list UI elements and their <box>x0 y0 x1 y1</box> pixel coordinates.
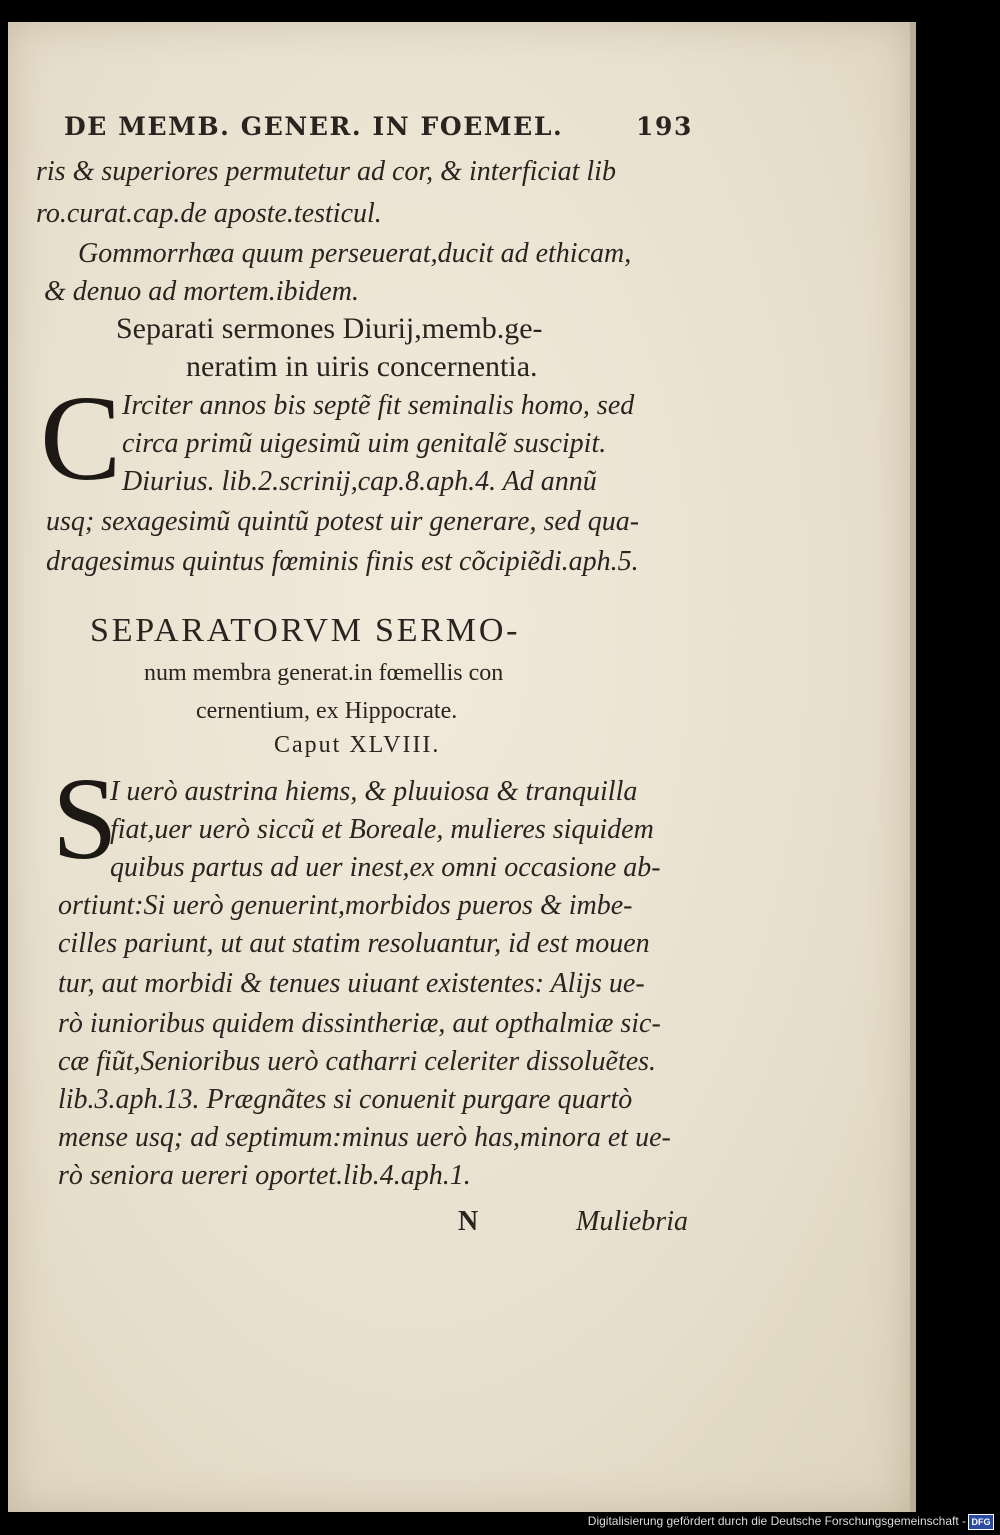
catchword: Muliebria <box>576 1206 688 1237</box>
text-line: rò iunioribus quidem dissintheriæ, aut opthalmiæ sic- <box>58 1008 661 1039</box>
text-line: rò seniora uereri oportet.lib.4.aph.1. <box>58 1160 471 1191</box>
text-line: usq; sexagesimũ quintũ potest uir generare, sed qua- <box>46 506 640 537</box>
signature-mark: N <box>458 1206 479 1237</box>
text-line: fiat,uer uerò siccũ et Boreale, mulieres siquidem <box>110 814 654 845</box>
drop-cap: S <box>52 753 118 884</box>
text-line: cilles pariunt, ut aut statim resoluantur, id est mouen <box>58 928 650 959</box>
drop-cap: C <box>40 371 122 506</box>
text-line: Gommorrhæa quum perseuerat,ducit ad ethicam, <box>78 238 632 269</box>
dfg-logo-icon: DFG <box>968 1514 994 1530</box>
footer-credit: Digitalisierung gefördert durch die Deutsche Forschungsgemeinschaft - <box>587 1514 966 1528</box>
text-line: I uerò austrina hiems, & pluuiosa & tranquilla <box>110 776 638 807</box>
text-line: ortiunt:Si uerò genuerint,morbidos pueros & imbe- <box>58 890 633 921</box>
chapter-subtitle: cernentium, ex Hippocrate. <box>196 698 458 724</box>
page-edge <box>910 22 916 1512</box>
text-line: cæ fiũt,Senioribus uerò catharri celeriter dissoluẽtes. <box>58 1046 657 1077</box>
text-line: & denuo ad mortem.ibidem. <box>44 276 359 307</box>
section-heading: neratim in uiris concernentia. <box>186 350 538 383</box>
footer-bar <box>0 1512 1000 1535</box>
text-line: Irciter annos bis septẽ fit seminalis homo, sed <box>122 390 635 421</box>
text-line: lib.3.aph.13. Prægnãtes si conuenit purgare quartò <box>58 1084 633 1115</box>
chapter-title: SEPARATORVM SERMO- <box>90 612 521 649</box>
text-line: circa primũ uigesimũ uim genitalẽ suscipit. <box>122 428 607 459</box>
text-line: mense usq; ad septimum:minus uerò has,minora et ue- <box>58 1122 671 1153</box>
text-line: dragesimus quintus fœminis finis est cõcipiẽdi.aph.5. <box>46 546 639 577</box>
chapter-subtitle: num membra generat.in fœmellis con <box>144 660 504 686</box>
chapter-number: Caput XLVIII. <box>274 732 441 758</box>
text-line: tur, aut morbidi & tenues uiuant existentes: Alijs ue- <box>58 968 645 999</box>
text-line: ris & superiores permutetur ad cor, & interficiat lib <box>36 156 616 187</box>
running-head: DE MEMB. GENER. IN FOEMEL. <box>64 112 564 141</box>
text-line: Diurius. lib.2.scrinij,cap.8.aph.4. Ad annũ <box>122 466 597 497</box>
section-heading: Separati sermones Diurij,memb.ge- <box>116 312 543 345</box>
page-number: 193 <box>636 112 693 141</box>
text-line: ro.curat.cap.de aposte.testicul. <box>36 198 382 229</box>
text-line: quibus partus ad uer inest,ex omni occasione ab- <box>110 852 661 883</box>
